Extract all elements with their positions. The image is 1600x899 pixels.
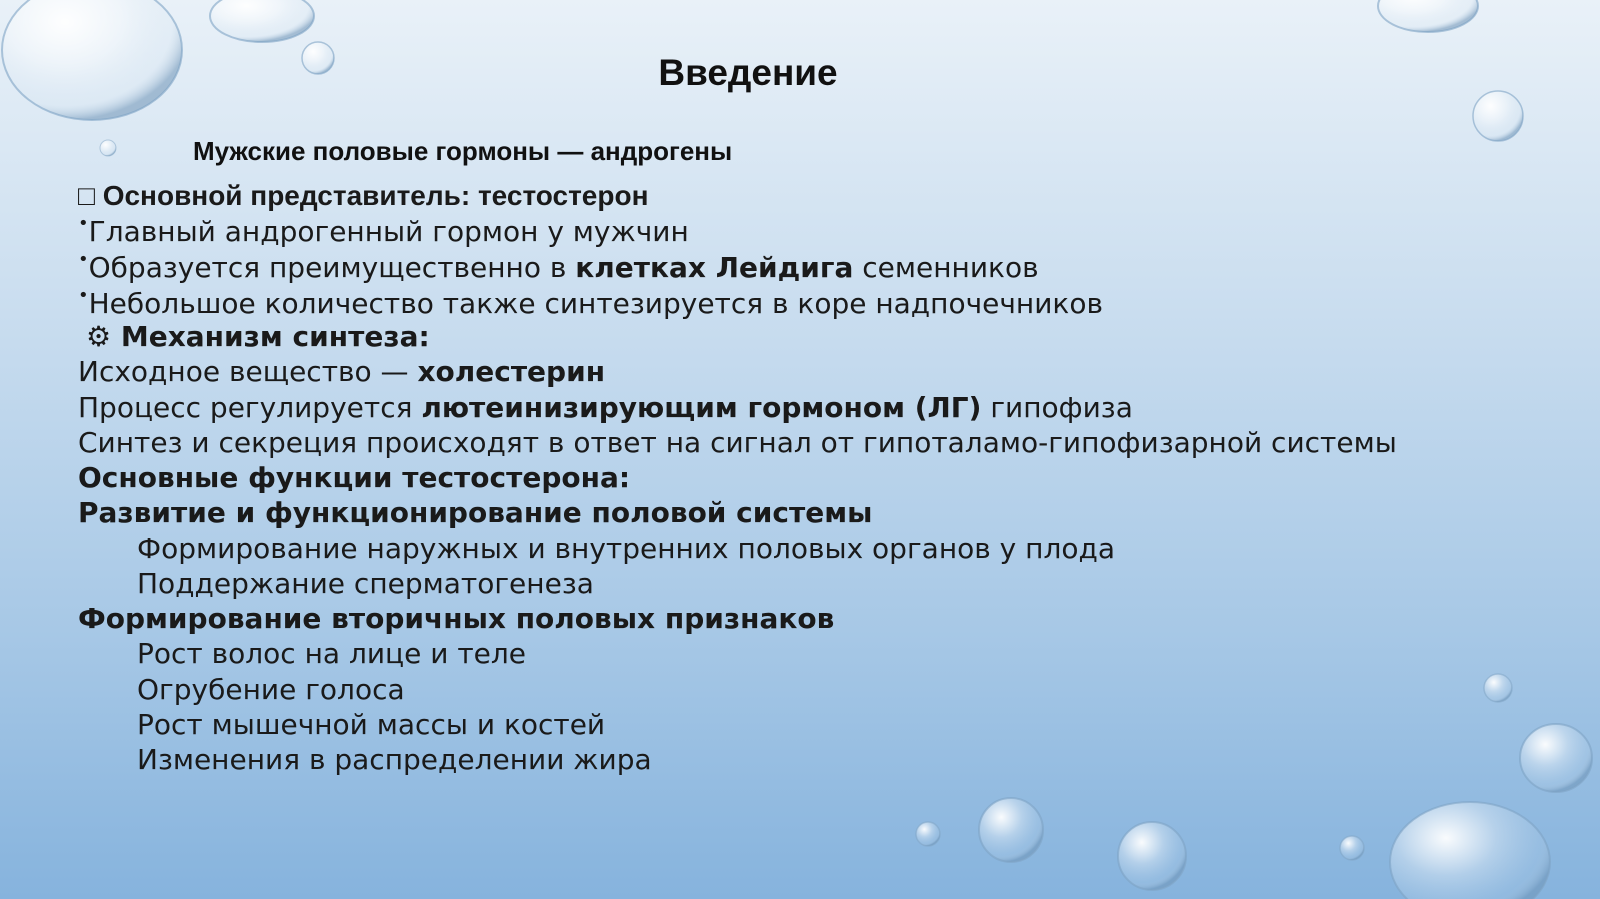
bullet-text: Образуется преимущественно в (88, 251, 576, 284)
line-text: Синтез и секреция происходят в ответ на сигнал от гипоталамо-гипофизарной системы (78, 426, 1397, 459)
group-title: Формирование вторичных половых признаков (78, 602, 835, 635)
drop (1378, 0, 1478, 32)
text-line (78, 426, 1397, 459)
slide-title: Введение (658, 52, 838, 93)
drop (979, 798, 1043, 862)
drop (1118, 822, 1186, 890)
section-heading-functions (78, 461, 630, 494)
group-item: Огрубение голоса (137, 673, 405, 706)
section-heading-text: Основные функции тестостерона: (78, 461, 631, 494)
text-line (78, 391, 1133, 424)
section-heading-synthesis (86, 320, 430, 353)
drop (1484, 674, 1512, 702)
bullet-text: Главный андрогенный гормон у мужчин (88, 215, 689, 248)
drop (1340, 836, 1364, 860)
bullet-text-bold: клетках Лейдига (575, 251, 854, 284)
drop (1520, 724, 1592, 792)
bullet-item (78, 287, 1103, 320)
drop (916, 822, 940, 846)
group-item: Рост мышечной массы и костей (137, 708, 606, 741)
gear-icon: ⚙ (86, 320, 112, 353)
section-heading-main-representative (78, 180, 649, 212)
line-text-bold: холестерин (417, 355, 606, 388)
drop (100, 140, 116, 156)
bullet-item (78, 251, 1039, 284)
text-line (78, 355, 605, 388)
line-text: гипофиза (981, 391, 1133, 424)
bullet-text: Небольшое количество также синтезируется в коре надпочечников (88, 287, 1103, 320)
section-heading-text: Механизм синтеза: (120, 320, 430, 353)
drop (1473, 91, 1523, 141)
bullet-icon: • (78, 249, 89, 270)
bullet-text: семенников (853, 251, 1039, 284)
slide-subtitle: Мужские половые гормоны — андрогены (193, 136, 733, 166)
drop (210, 0, 314, 42)
group-item: Рост волос на лице и теле (137, 637, 526, 670)
checkbox-icon: □ (78, 180, 95, 211)
group-title: Развитие и функционирование половой системы (78, 496, 873, 529)
section-heading-text: Основной представитель: тестостерон (102, 180, 649, 211)
line-text: Исходное вещество — (78, 355, 418, 388)
line-text-bold: лютеинизирующим гормоном (ЛГ) (421, 391, 982, 424)
bullet-item (78, 215, 689, 248)
line-text: Процесс регулируется (78, 391, 422, 424)
bullet-icon: • (78, 213, 89, 234)
group-item: Поддержание сперматогенеза (137, 567, 594, 600)
group-item: Формирование наружных и внутренних половых органов у плода (137, 532, 1115, 565)
group-item: Изменения в распределении жира (137, 743, 652, 776)
drop (1390, 802, 1550, 899)
bullet-icon: • (78, 285, 89, 306)
